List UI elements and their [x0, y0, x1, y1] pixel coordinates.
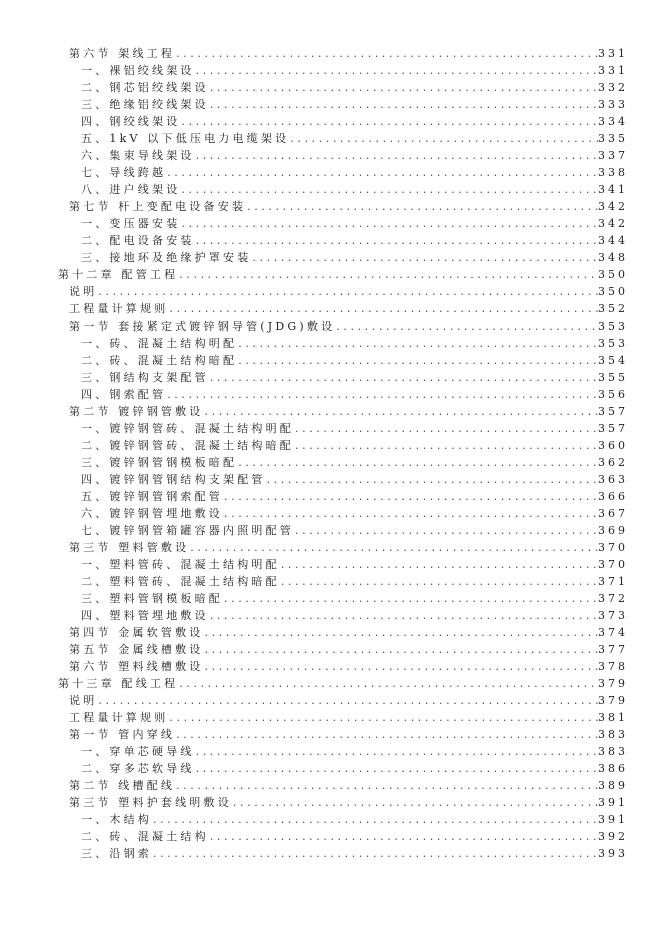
- toc-entry-title: 四、镀锌钢管钢结构支架配管: [81, 472, 266, 486]
- toc-entry-inner: [58, 675, 628, 692]
- table-of-contents: [0, 45, 662, 863]
- toc-entry-title: 第一节 套接紧定式镀锌钢导管(JDG)敷设: [69, 319, 336, 333]
- toc-entry-subsection[interactable]: [0, 181, 662, 198]
- toc-entry-title: 七、镀锌钢管箱罐容器内照明配管: [81, 523, 294, 537]
- toc-entry-inner: [81, 147, 628, 164]
- toc-entry-title: 第五节 金属线槽敷设: [69, 643, 204, 657]
- toc-entry-page-number: 369: [598, 523, 628, 537]
- toc-entry-title: 二、穿多芯软导线: [81, 762, 195, 776]
- toc-entry-subsection[interactable]: [0, 113, 662, 130]
- toc-entry-title: 八、进户线架设: [81, 183, 181, 197]
- toc-entry-page-number: 334: [598, 115, 628, 129]
- toc-entry-title: 四、钢绞线架设: [81, 115, 181, 129]
- toc-entry-section[interactable]: [0, 777, 662, 794]
- toc-entry-subsection[interactable]: [0, 607, 662, 624]
- dot-leader: [280, 573, 598, 590]
- dot-leader: [97, 283, 598, 300]
- toc-entry-title: 三、沿钢索: [81, 847, 152, 861]
- dot-leader: [166, 386, 598, 403]
- toc-entry-page-number: 350: [598, 268, 628, 282]
- toc-entry-inner: [69, 198, 628, 215]
- dot-leader: [223, 505, 598, 522]
- toc-entry-subsection[interactable]: [0, 437, 662, 454]
- toc-entry-page-number: 350: [598, 285, 628, 299]
- toc-entry-subsection[interactable]: [0, 522, 662, 539]
- toc-entry-title: 七、导线跨越: [81, 166, 167, 180]
- dot-leader: [204, 624, 599, 641]
- toc-entry-page-number: 391: [598, 796, 628, 810]
- dot-leader: [175, 45, 598, 62]
- toc-entry-page-number: 393: [598, 847, 628, 861]
- toc-entry-subsection[interactable]: [0, 96, 662, 113]
- toc-entry-title: 二、钢芯铝绞线架设: [81, 81, 209, 95]
- dot-leader: [294, 522, 598, 539]
- toc-entry-section[interactable]: [0, 539, 662, 556]
- toc-entry-inner: [81, 590, 628, 607]
- toc-entry-subsection[interactable]: [0, 471, 662, 488]
- toc-entry-subsection[interactable]: [0, 79, 662, 96]
- toc-entry-inner: [81, 130, 628, 147]
- toc-entry-subsection[interactable]: [0, 215, 662, 232]
- toc-entry-inner: [81, 471, 628, 488]
- dot-leader: [152, 845, 598, 862]
- dot-leader: [189, 539, 598, 556]
- dot-leader: [289, 130, 598, 147]
- dot-leader: [168, 709, 598, 726]
- toc-entry-inner: [81, 181, 628, 198]
- toc-entry-page-number: 366: [598, 489, 628, 503]
- toc-entry-page-number: 331: [598, 64, 628, 78]
- toc-entry-title: 一、砖、混凝土结构明配: [81, 336, 238, 350]
- toc-entry-title: 三、镀锌钢管钢模板暗配: [81, 455, 238, 469]
- toc-entry-title: 二、砖、混凝土结构暗配: [81, 353, 238, 367]
- toc-entry-title: 说明: [69, 694, 98, 708]
- toc-entry-page-number: 352: [598, 302, 628, 316]
- toc-entry-page-number: 354: [598, 353, 628, 367]
- toc-entry-inner: [81, 420, 628, 437]
- toc-entry-title: 第二节 镀锌钢管敷设: [69, 404, 204, 418]
- toc-entry-subsection[interactable]: [0, 505, 662, 522]
- toc-entry-title: 三、塑料管钢模板暗配: [81, 592, 223, 605]
- toc-entry-inner: [81, 164, 628, 181]
- toc-entry-inner: [81, 845, 628, 862]
- dot-leader: [204, 658, 599, 675]
- toc-entry-subsection[interactable]: [0, 232, 662, 249]
- toc-entry-title: 第十三章 配线工程: [58, 677, 179, 691]
- dot-leader: [209, 607, 598, 624]
- toc-entry-subsection[interactable]: [0, 828, 662, 845]
- toc-entry-title: 第七节 杆上变配电设备安装: [69, 200, 247, 214]
- toc-entry-section[interactable]: [0, 709, 662, 726]
- toc-entry-title: 三、钢结构支架配管: [81, 370, 209, 384]
- toc-entry-inner: [81, 743, 628, 760]
- toc-entry-page-number: 355: [598, 370, 628, 384]
- toc-entry-subsection[interactable]: [0, 352, 662, 369]
- toc-entry-page-number: 357: [598, 421, 628, 435]
- toc-entry-page-number: 379: [598, 694, 628, 708]
- dot-leader: [209, 828, 598, 845]
- dot-leader: [294, 437, 598, 454]
- dot-leader: [266, 471, 598, 488]
- toc-entry-subsection[interactable]: [0, 556, 662, 573]
- toc-entry-page-number: 362: [598, 455, 628, 469]
- dot-leader: [175, 777, 598, 794]
- dot-leader: [294, 420, 598, 437]
- toc-entry-inner: [69, 692, 628, 709]
- dot-leader: [204, 403, 599, 420]
- dot-leader: [209, 79, 598, 96]
- dot-leader: [209, 96, 598, 113]
- toc-entry-page-number: 363: [598, 472, 628, 486]
- toc-entry-title: 第三节 塑料管敷设: [69, 540, 190, 554]
- toc-entry-subsection[interactable]: [0, 164, 662, 181]
- toc-entry-page-number: 377: [598, 643, 628, 657]
- toc-entry-page-number: 356: [598, 387, 628, 401]
- toc-entry-subsection[interactable]: [0, 62, 662, 79]
- dot-leader: [237, 352, 598, 369]
- toc-entry-subsection[interactable]: [0, 454, 662, 471]
- dot-leader: [180, 181, 598, 198]
- toc-entry-title: 第四节 金属软管敷设: [69, 626, 204, 640]
- toc-entry-chapter[interactable]: [0, 266, 662, 283]
- toc-entry-page-number: 341: [598, 183, 628, 197]
- dot-leader: [195, 62, 598, 79]
- toc-entry-inner: [69, 300, 628, 317]
- toc-entry-title: 一、镀锌钢管砖、混凝土结构明配: [81, 421, 294, 435]
- toc-entry-title: 说明: [69, 285, 98, 299]
- dot-leader: [223, 488, 598, 505]
- toc-entry-subsection[interactable]: [0, 369, 662, 386]
- dot-leader: [237, 335, 598, 352]
- toc-entry-inner: [81, 62, 628, 79]
- toc-entry-section[interactable]: [0, 658, 662, 675]
- toc-entry-title: 二、塑料管砖、混凝土结构暗配: [81, 574, 280, 588]
- toc-entry-section[interactable]: [0, 45, 662, 62]
- toc-entry-title: 第六节 塑料线槽敷设: [69, 660, 204, 674]
- toc-entry-inner: [81, 96, 628, 113]
- toc-entry-subsection[interactable]: [0, 845, 662, 862]
- dot-leader: [175, 726, 598, 743]
- toc-entry-page-number: 392: [598, 830, 628, 844]
- toc-entry-inner: [69, 726, 628, 743]
- toc-entry-page-number: 383: [598, 728, 628, 742]
- toc-entry-title: 三、绝缘铝绞线架设: [81, 98, 209, 112]
- toc-entry-inner: [81, 369, 628, 386]
- toc-entry-inner: [81, 215, 628, 232]
- dot-leader: [232, 794, 598, 811]
- toc-entry-page-number: 353: [598, 336, 628, 350]
- toc-entry-inner: [81, 335, 628, 352]
- toc-entry-inner: [81, 607, 628, 624]
- toc-entry-inner: [58, 266, 628, 283]
- toc-entry-subsection[interactable]: [0, 420, 662, 437]
- toc-entry-inner: [69, 403, 628, 420]
- dot-leader: [237, 454, 598, 471]
- toc-entry-subsection[interactable]: [0, 573, 662, 590]
- toc-entry-page-number: 389: [598, 779, 628, 793]
- dot-leader: [195, 147, 598, 164]
- toc-entry-inner: [81, 437, 628, 454]
- toc-entry-subsection[interactable]: [0, 811, 662, 828]
- toc-entry-title: 第二节 线槽配线: [69, 779, 176, 793]
- toc-entry-inner: [69, 794, 628, 811]
- toc-entry-page-number: 338: [598, 166, 628, 180]
- toc-entry-title: 六、镀锌钢管埋地敷设: [81, 506, 223, 520]
- toc-entry-page-number: 391: [598, 813, 628, 827]
- toc-entry-inner: [81, 113, 628, 130]
- dot-leader: [178, 266, 598, 283]
- toc-entry-title: 工程量计算规则: [69, 711, 169, 725]
- toc-entry-inner: [69, 624, 628, 641]
- toc-entry-title: 第三节 塑料护套线明敷设: [69, 796, 232, 810]
- toc-entry-title: 第六节 架线工程: [69, 47, 176, 60]
- toc-entry-inner: [81, 232, 628, 249]
- toc-entry-inner: [81, 505, 628, 522]
- toc-entry-inner: [69, 318, 628, 335]
- toc-entry-page-number: 337: [598, 149, 628, 163]
- toc-entry-inner: [81, 454, 628, 471]
- toc-entry-page-number: 386: [598, 762, 628, 776]
- toc-entry-page-number: 335: [598, 132, 628, 146]
- toc-entry-title: 三、接地环及绝缘护罩安装: [81, 251, 252, 265]
- toc-entry-inner: [81, 386, 628, 403]
- toc-entry-section[interactable]: [0, 641, 662, 658]
- dot-leader: [204, 641, 599, 658]
- toc-entry-inner: [81, 79, 628, 96]
- toc-entry-subsection[interactable]: [0, 760, 662, 777]
- toc-entry-page-number: 331: [598, 47, 628, 60]
- toc-entry-subsection[interactable]: [0, 488, 662, 505]
- toc-entry-page-number: 344: [598, 234, 628, 248]
- dot-leader: [97, 692, 598, 709]
- toc-entry-page-number: 374: [598, 626, 628, 640]
- dot-leader: [280, 556, 598, 573]
- toc-entry-inner: [69, 777, 628, 794]
- toc-entry-inner: [81, 828, 628, 845]
- toc-entry-title: 一、变压器安装: [81, 217, 181, 231]
- toc-entry-inner: [81, 760, 628, 777]
- toc-entry-inner: [81, 556, 628, 573]
- toc-entry-page-number: 333: [598, 98, 628, 112]
- toc-entry-page-number: 348: [598, 251, 628, 265]
- toc-entry-page-number: 332: [598, 81, 628, 95]
- toc-entry-section[interactable]: [0, 624, 662, 641]
- toc-entry-inner: [69, 658, 628, 675]
- toc-entry-inner: [81, 488, 628, 505]
- toc-entry-subsection[interactable]: [0, 130, 662, 147]
- toc-entry-page-number: 379: [598, 677, 628, 691]
- toc-entry-title: 五、镀锌钢管钢索配管: [81, 489, 223, 503]
- toc-entry-page-number: 357: [598, 404, 628, 418]
- dot-leader: [168, 300, 598, 317]
- dot-leader: [223, 590, 598, 607]
- toc-entry-title: 一、木结构: [81, 813, 152, 827]
- toc-entry-inner: [69, 45, 628, 62]
- toc-entry-title: 一、穿单芯硬导线: [81, 745, 195, 759]
- toc-entry-inner: [81, 522, 628, 539]
- toc-entry-page-number: 342: [598, 217, 628, 231]
- toc-entry-section[interactable]: [0, 283, 662, 300]
- toc-entry-title: 四、塑料管埋地敷设: [81, 609, 209, 623]
- dot-leader: [180, 113, 598, 130]
- toc-entry-title: 二、砖、混凝土结构: [81, 830, 209, 844]
- toc-entry-page-number: 367: [598, 506, 628, 520]
- toc-entry-subsection[interactable]: [0, 743, 662, 760]
- dot-leader: [195, 232, 598, 249]
- toc-entry-page-number: 383: [598, 745, 628, 759]
- dot-leader: [195, 743, 598, 760]
- dot-leader: [195, 760, 598, 777]
- dot-leader: [166, 164, 598, 181]
- toc-entry-title: 五、1kV 以下低压电力电缆架设: [81, 132, 290, 146]
- toc-entry-page-number: 378: [598, 660, 628, 674]
- toc-entry-section[interactable]: [0, 726, 662, 743]
- dot-leader: [209, 369, 598, 386]
- toc-entry-page-number: 360: [598, 438, 628, 452]
- toc-entry-page-number: 372: [598, 592, 628, 605]
- toc-entry-section[interactable]: [0, 403, 662, 420]
- toc-entry-title: 工程量计算规则: [69, 302, 169, 316]
- dot-leader: [251, 249, 598, 266]
- toc-entry-page-number: 371: [598, 574, 628, 588]
- toc-entry-inner: [81, 811, 628, 828]
- toc-entry-page-number: 370: [598, 557, 628, 571]
- toc-entry-section[interactable]: [0, 300, 662, 317]
- toc-entry-inner: [69, 283, 628, 300]
- toc-entry-subsection[interactable]: [0, 249, 662, 266]
- toc-entry-title: 第十二章 配管工程: [58, 268, 179, 282]
- toc-entry-title: 一、塑料管砖、混凝土结构明配: [81, 557, 280, 571]
- toc-entry-inner: [69, 709, 628, 726]
- toc-entry-page-number: 381: [598, 711, 628, 725]
- toc-entry-title: 六、集束导线架设: [81, 149, 195, 163]
- dot-leader: [178, 675, 598, 692]
- dot-leader: [180, 215, 598, 232]
- toc-entry-section[interactable]: [0, 794, 662, 811]
- toc-entry-inner: [69, 539, 628, 556]
- dot-leader: [246, 198, 598, 215]
- toc-entry-inner: [69, 641, 628, 658]
- toc-entry-section[interactable]: [0, 692, 662, 709]
- toc-entry-section[interactable]: [0, 198, 662, 215]
- toc-entry-subsection[interactable]: [0, 147, 662, 164]
- toc-entry-title: 二、镀锌钢管砖、混凝土结构暗配: [81, 438, 294, 452]
- toc-entry-title: 二、配电设备安装: [81, 234, 195, 248]
- toc-entry-subsection[interactable]: [0, 590, 662, 607]
- toc-entry-title: 一、裸铝绞线架设: [81, 64, 195, 78]
- toc-entry-page-number: 370: [598, 540, 628, 554]
- toc-entry-title: 第一节 管内穿线: [69, 728, 176, 742]
- toc-entry-subsection[interactable]: [0, 335, 662, 352]
- toc-entry-page-number: 373: [598, 609, 628, 623]
- toc-entry-chapter[interactable]: [0, 675, 662, 692]
- toc-entry-page-number: 342: [598, 200, 628, 214]
- toc-entry-page-number: 353: [598, 319, 628, 333]
- toc-entry-inner: [81, 573, 628, 590]
- dot-leader: [152, 811, 598, 828]
- toc-entry-title: 四、钢索配管: [81, 387, 167, 401]
- toc-entry-inner: [81, 352, 628, 369]
- dot-leader: [335, 318, 598, 335]
- toc-entry-inner: [81, 249, 628, 266]
- toc-entry-subsection[interactable]: [0, 386, 662, 403]
- toc-entry-section[interactable]: [0, 318, 662, 335]
